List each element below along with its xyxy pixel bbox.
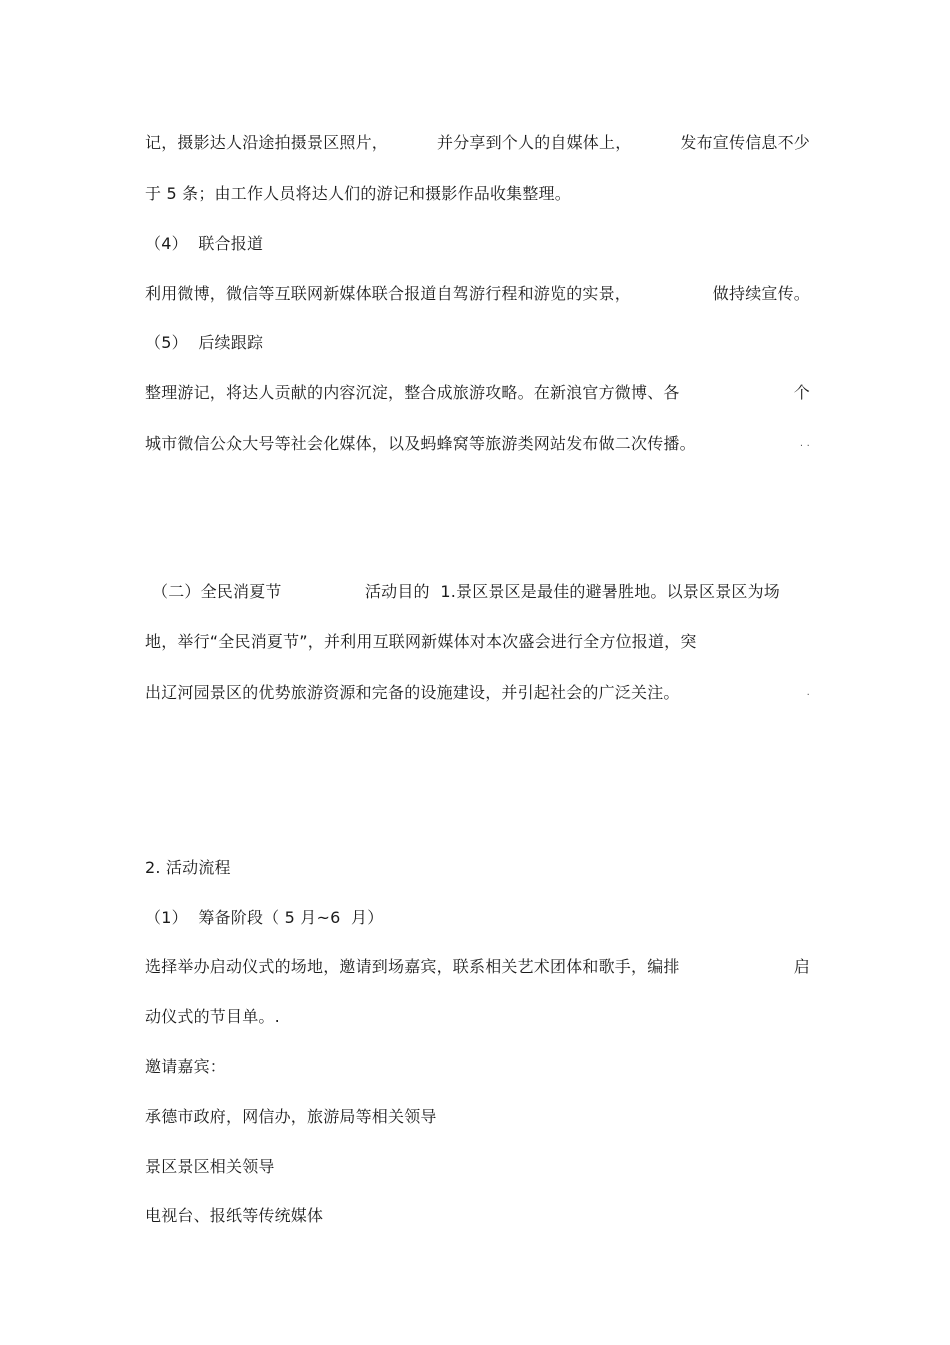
paragraph-line	[152, 579, 780, 605]
text-segment: 启	[793, 957, 810, 976]
paragraph-line: 于 5 条；由工作人员将达人们的游记和摄影作品收集整理。	[145, 184, 571, 203]
paragraph-line	[145, 281, 810, 307]
text-segment: 发布宣传信息不少	[680, 133, 810, 152]
text-segment: 城市微信公众大号等社会化媒体，以及蚂蜂窝等旅游类网站发布做二次传播。	[145, 434, 696, 453]
section-heading: 2. 活动流程	[145, 858, 231, 877]
paragraph-line	[145, 380, 810, 406]
text-segment: 利用微博，微信等互联网新媒体联合报道自驾游行程和游览的实景，	[145, 284, 632, 303]
section-title: （二）全民消夏节	[152, 582, 282, 601]
section-heading: （4） 联合报道	[145, 234, 264, 253]
list-item: 景区景区相关领导	[145, 1157, 275, 1176]
paragraph-line	[145, 954, 810, 980]
text-segment: 个	[793, 383, 810, 402]
list-item: 电视台、报纸等传统媒体	[145, 1206, 324, 1225]
paragraph-line: 地，举行“全民消夏节”，并利用互联网新媒体对本次盛会进行全方位报道，突	[145, 632, 697, 651]
text-segment: 并分享到个人的自媒体上，	[437, 133, 632, 152]
paragraph-line	[145, 431, 810, 457]
subsection-heading: （1） 筹备阶段（ 5 月~6 月）	[145, 908, 384, 927]
text-segment: 出辽河园景区的优势旅游资源和完备的设施建设，并引起社会的广泛关注。	[145, 683, 680, 702]
list-item: 承德市政府，网信办，旅游局等相关领导	[145, 1107, 437, 1126]
text-segment: 记，摄影达人沿途拍摄景区照片，	[145, 133, 389, 152]
paragraph-line	[145, 130, 810, 156]
stray-dots: . .	[799, 438, 810, 449]
text-segment: 整理游记，将达人贡献的内容沉淀，整合成旅游攻略。在新浪官方微博、各	[145, 383, 680, 402]
text-segment: 选择举办启动仪式的场地，邀请到场嘉宾，联系相关艺术团体和歌手，编排	[145, 957, 680, 976]
stray-dot: .	[806, 687, 810, 698]
section-heading: （5） 后续跟踪	[145, 333, 264, 352]
paragraph-line: 动仪式的节目单。.	[145, 1007, 280, 1026]
text-segment: 做持续宣传。	[712, 284, 810, 303]
text-segment: 活动目的 1.景区景区是最佳的避暑胜地。以景区景区为场	[364, 582, 780, 601]
list-title: 邀请嘉宾：	[145, 1057, 227, 1076]
paragraph-line	[145, 680, 810, 706]
